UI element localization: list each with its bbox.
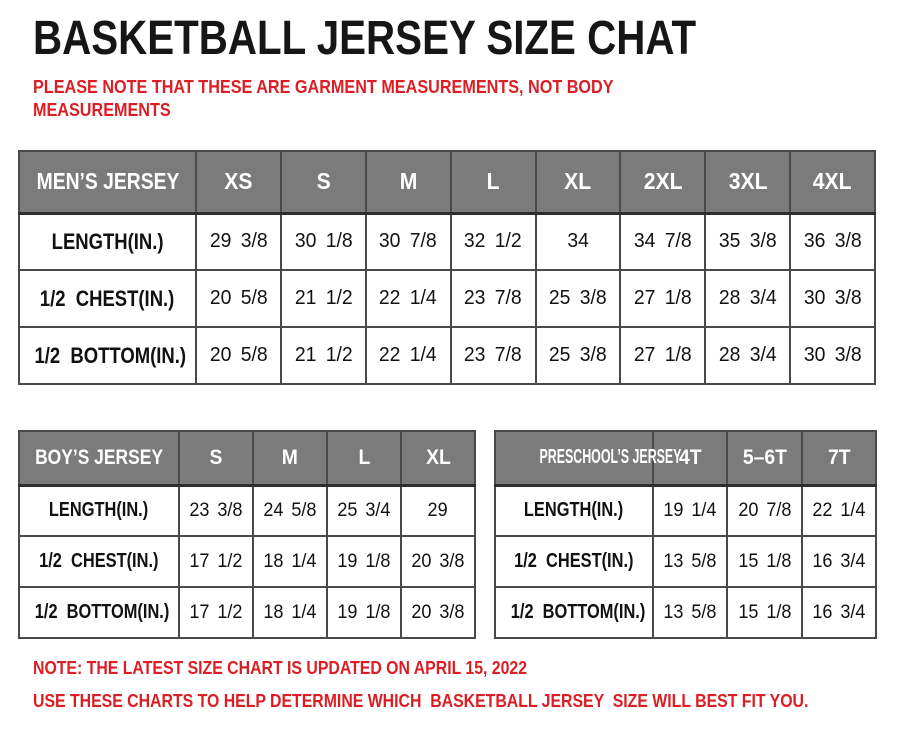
header-cell-s: S [179, 431, 253, 485]
header-cell-l: L [327, 431, 401, 485]
value-cell: 30 3/8 [790, 327, 875, 384]
value-cell: 23 7/8 [451, 270, 536, 327]
garment-measurements-note-line-2: MEASUREMENTS [33, 100, 171, 120]
value-cell: 30 1/8 [281, 213, 366, 270]
row-label-cell: 1/2 CHEST(IN.) [19, 270, 196, 327]
row-label-cell: LENGTH(IN.) [19, 485, 179, 536]
value-cell: 21 1/2 [281, 327, 366, 384]
header-cell-5-6t: 5–6T [727, 431, 801, 485]
preschool-length-row [495, 485, 876, 536]
value-cell: 20 3/8 [401, 587, 475, 638]
value-cell: 13 5/8 [653, 536, 727, 587]
value-cell: 30 7/8 [366, 213, 451, 270]
row-label-cell: 1/2 BOTTOM(IN.) [495, 587, 653, 638]
value-cell: 22 1/4 [366, 327, 451, 384]
garment-measurements-note-line-1: PLEASE NOTE THAT THESE ARE GARMENT MEASUREMENTS, NOT BODY [33, 77, 614, 97]
value-cell: 17 1/2 [179, 536, 253, 587]
header-cell-2xl: 2XL [620, 151, 705, 213]
preschool-jersey-table [494, 430, 877, 639]
update-note-line: NOTE: THE LATEST SIZE CHART IS UPDATED ON APRIL 15, 2022 [33, 658, 528, 678]
value-cell: 29 [401, 485, 475, 536]
row-label-cell: 1/2 CHEST(IN.) [495, 536, 653, 587]
value-cell: 28 3/4 [705, 270, 790, 327]
value-cell: 22 1/4 [802, 485, 876, 536]
boys-chest-row [19, 536, 475, 587]
page-title [33, 14, 822, 64]
mens-length-row [19, 213, 875, 270]
header-cell-xs: XS [196, 151, 281, 213]
value-cell: 18 1/4 [253, 587, 327, 638]
preschool-bottom-row [495, 587, 876, 638]
value-cell: 24 5/8 [253, 485, 327, 536]
mens-bottom-row [19, 327, 875, 384]
value-cell: 32 1/2 [451, 213, 536, 270]
header-cell-m: M [366, 151, 451, 213]
value-cell: 18 1/4 [253, 536, 327, 587]
value-cell: 15 1/8 [727, 587, 801, 638]
boys-bottom-row [19, 587, 475, 638]
value-cell: 19 1/8 [327, 587, 401, 638]
row-label-cell: 1/2 CHEST(IN.) [19, 536, 179, 587]
value-cell: 19 1/8 [327, 536, 401, 587]
mens-chest-row [19, 270, 875, 327]
value-cell: 20 7/8 [727, 485, 801, 536]
value-cell: 30 3/8 [790, 270, 875, 327]
header-cell-l: L [451, 151, 536, 213]
mens-header-row [19, 151, 875, 213]
value-cell: 35 3/8 [705, 213, 790, 270]
boys-length-row [19, 485, 475, 536]
value-cell: 19 1/4 [653, 485, 727, 536]
header-cell-m: M [253, 431, 327, 485]
value-cell: 20 5/8 [196, 327, 281, 384]
value-cell: 28 3/4 [705, 327, 790, 384]
header-cell-4xl: 4XL [790, 151, 875, 213]
header-cell-4t: 4T [653, 431, 727, 485]
header-cell-xl: XL [401, 431, 475, 485]
value-cell: 15 1/8 [727, 536, 801, 587]
row-label-cell: LENGTH(IN.) [19, 213, 196, 270]
preschool-header-row [495, 431, 876, 485]
value-cell: 36 3/8 [790, 213, 875, 270]
value-cell: 17 1/2 [179, 587, 253, 638]
value-cell: 25 3/8 [536, 327, 621, 384]
mens-corner-header-cell: MEN’S JERSEY [19, 151, 196, 213]
page-title-text: BASKETBALL JERSEY SIZE CHAT [33, 12, 697, 65]
mens-jersey-table [18, 150, 876, 385]
header-cell-7t: 7T [802, 431, 876, 485]
boys-corner-header-cell: BOY’S JERSEY [19, 431, 179, 485]
value-cell: 16 3/4 [802, 536, 876, 587]
value-cell: 27 1/8 [620, 270, 705, 327]
preschool-corner-header-cell: PRESCHOOL’S JERSEY [495, 431, 653, 485]
header-cell-s: S [281, 151, 366, 213]
usage-note-line: USE THESE CHARTS TO HELP DETERMINE WHICH BASKETBALL JERSEY SIZE WILL BEST FIT YOU. [33, 691, 809, 711]
value-cell: 25 3/8 [536, 270, 621, 327]
value-cell: 20 5/8 [196, 270, 281, 327]
row-label-cell: 1/2 BOTTOM(IN.) [19, 587, 179, 638]
value-cell: 29 3/8 [196, 213, 281, 270]
value-cell: 22 1/4 [366, 270, 451, 327]
value-cell: 20 3/8 [401, 536, 475, 587]
header-cell-xl: XL [536, 151, 621, 213]
value-cell: 16 3/4 [802, 587, 876, 638]
preschool-chest-row [495, 536, 876, 587]
boys-header-row [19, 431, 475, 485]
value-cell: 25 3/4 [327, 485, 401, 536]
value-cell: 21 1/2 [281, 270, 366, 327]
value-cell: 23 7/8 [451, 327, 536, 384]
row-label-cell: 1/2 BOTTOM(IN.) [19, 327, 196, 384]
row-label-cell: LENGTH(IN.) [495, 485, 653, 536]
value-cell: 23 3/8 [179, 485, 253, 536]
value-cell: 34 7/8 [620, 213, 705, 270]
header-cell-3xl: 3XL [705, 151, 790, 213]
value-cell: 27 1/8 [620, 327, 705, 384]
value-cell: 13 5/8 [653, 587, 727, 638]
boys-jersey-table [18, 430, 476, 639]
value-cell: 34 [536, 213, 621, 270]
